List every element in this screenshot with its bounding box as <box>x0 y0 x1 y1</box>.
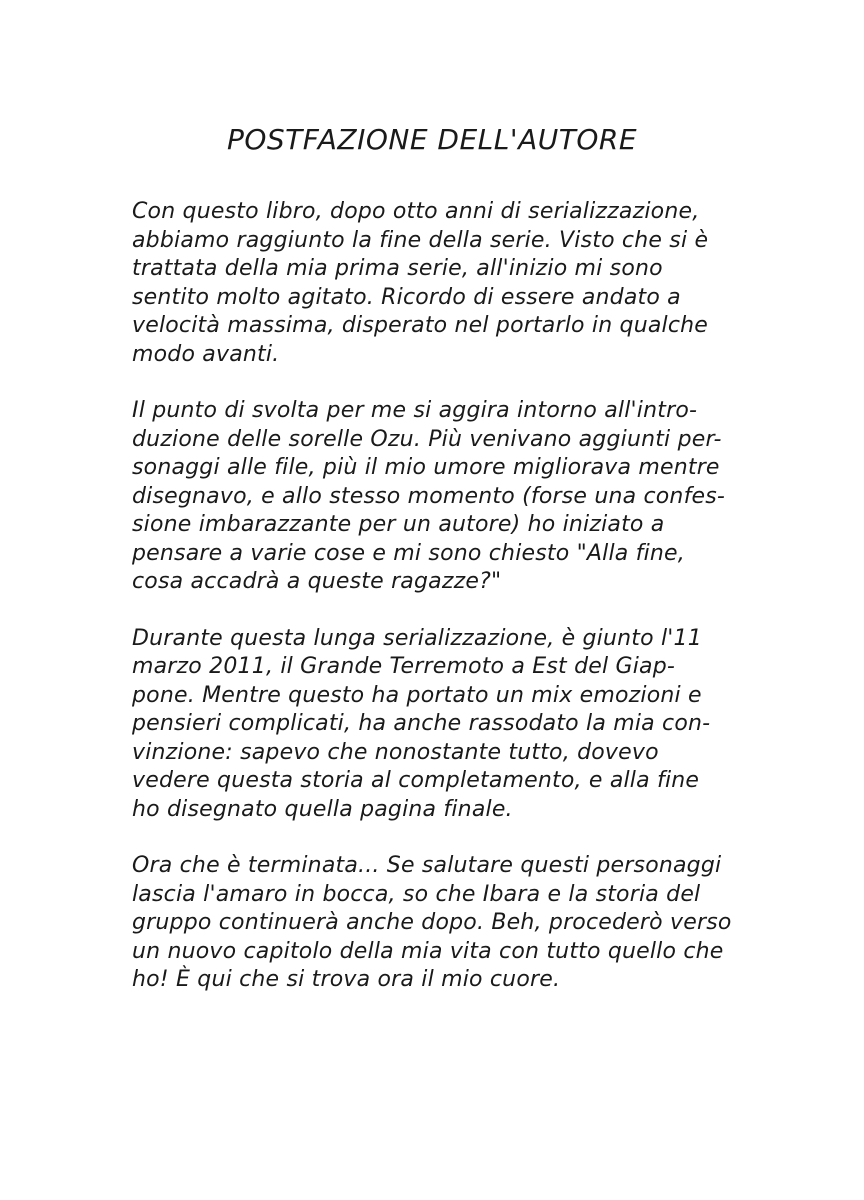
text-line: velocità massima, disperato nel portarlo in qualche <box>132 313 709 338</box>
text-line: Con questo libro, dopo otto anni di serializzazione, <box>132 199 700 224</box>
text-line: vinzione: sapevo che nonostante tutto, dovevo <box>132 739 659 765</box>
text-line: sione imbarazzante per un autore) ho iniziato a <box>132 512 665 537</box>
text-line: cosa accadrà a queste ragazze?" <box>132 569 502 594</box>
paragraph-1 <box>132 198 752 369</box>
text-line: Il punto di svolta per me si aggira intorno all'intro- <box>132 398 698 423</box>
text-line: disegnavo, e allo stesso momento (forse una confes- <box>132 483 726 509</box>
text-line: sentito molto agitato. Ricordo di essere andato a <box>132 284 681 310</box>
text-line: un nuovo capitolo della mia vita con tutto quello che <box>132 938 724 964</box>
page-title: POSTFAZIONE DELL'AUTORE <box>226 123 638 156</box>
text-line: Durante questa lunga serializzazione, è giunto l'11 <box>132 625 702 651</box>
text-line: pensare a varie cose e mi sono chiesto "Alla fine, <box>132 540 685 566</box>
text-line: lascia l'amaro in bocca, so che Ibara e la storia del <box>132 881 701 907</box>
text-line: pensieri complicati, ha anche rassodato la mia con- <box>132 711 711 736</box>
paragraph-3 <box>132 625 752 825</box>
afterword-body <box>132 198 752 1023</box>
text-line: gruppo continuerà anche dopo. Beh, procederò verso <box>132 910 732 935</box>
text-line: sonaggi alle file, più il mio umore migliorava mentre <box>132 455 720 480</box>
text-line: modo avanti. <box>132 341 280 367</box>
text-line: marzo 2011, il Grande Terremoto a Est del Giap- <box>132 654 676 679</box>
paragraph-4 <box>132 852 752 995</box>
text-line: ho disegnato quella pagina finale. <box>132 796 513 822</box>
text-line: abbiamo raggiunto la fine della serie. Visto che si è <box>132 227 709 253</box>
text-line: duzione delle sorelle Ozu. Più venivano aggiunti per- <box>132 426 722 452</box>
paragraph-2 <box>132 397 752 597</box>
text-line: pone. Mentre questo ha portato un mix emozioni e <box>132 682 702 708</box>
text-line: vedere questa storia al completamento, e alla fine <box>132 768 700 793</box>
text-line: trattata della mia prima serie, all'inizio mi sono <box>132 256 663 281</box>
text-line: Ora che è terminata... Se salutare questi personaggi <box>132 853 722 878</box>
text-line: ho! È qui che si trova ora il mio cuore. <box>132 967 561 992</box>
